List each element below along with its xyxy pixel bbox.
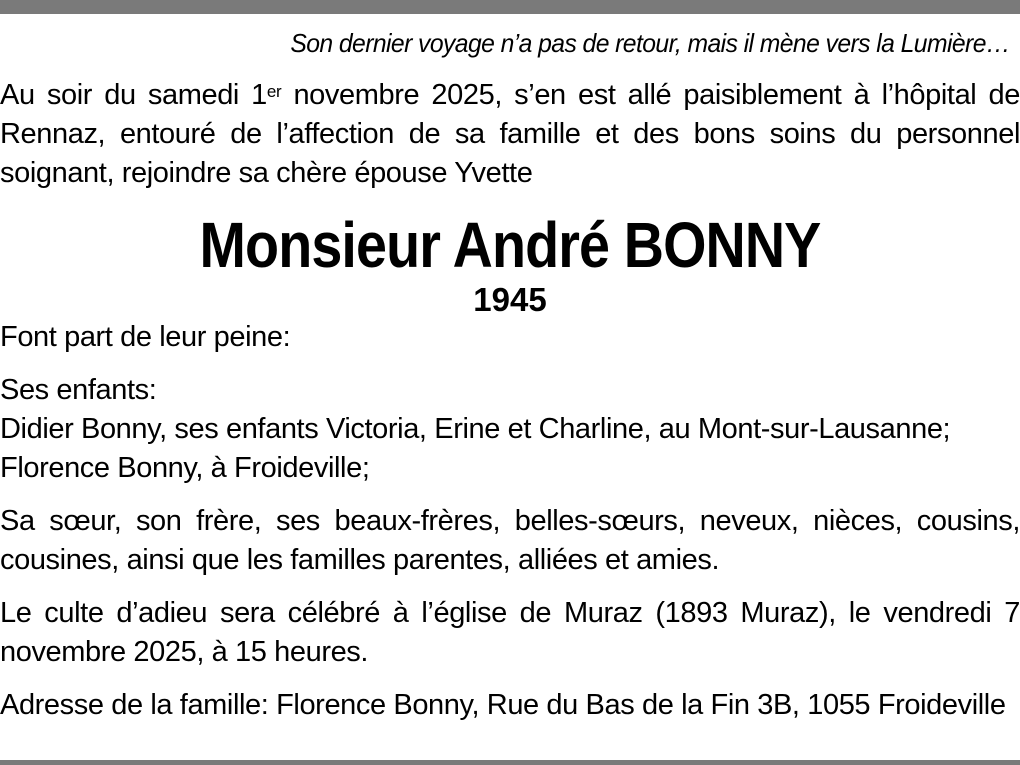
birth-year: 1945 xyxy=(473,281,547,318)
family-address: Adresse de la famille: Florence Bonny, Rue du Bas de la Fin 3B, 1055 Froideville xyxy=(0,689,1006,721)
obituary-notice xyxy=(0,28,1020,725)
ceremony-paragraph: Le culte d’adieu sera célébré à l’église de Muraz (1893 Muraz), le vendredi 7 novembre 2025, à 15 heures. xyxy=(0,597,1020,668)
opening-quote: Son dernier voyage n’a pas de retour, mais il mène vers la Lumière… xyxy=(290,28,1010,58)
bottom-rule xyxy=(0,760,1020,765)
children-line-2: Florence Bonny, à Froideville; xyxy=(0,452,370,484)
intro-text-start: Au soir du samedi 1 xyxy=(0,79,267,111)
relatives-paragraph: Sa sœur, son frère, ses beaux-frères, belles-sœurs, neveux, nièces, cousins, cousines, ainsi que les familles parentes, alliées et amies. xyxy=(0,505,1020,576)
grief-intro: Font part de leur peine: xyxy=(0,321,291,353)
children-line-1: Didier Bonny, ses enfants Victoria, Erine et Charline, au Mont-sur-Lausanne; xyxy=(0,413,951,445)
children-heading: Ses enfants: xyxy=(0,374,157,406)
intro-text-end: novembre 2025, s’en est allé paisiblement à l’hôpital de Rennaz, entouré de l’affection de sa famille et des bons soins du personnel soignant, rejoindre sa chère épouse Yvette xyxy=(0,79,1020,189)
intro-ordinal-suffix: er xyxy=(266,82,282,101)
deceased-name: Monsieur André BONNY xyxy=(199,209,821,281)
intro-paragraph xyxy=(0,76,1020,193)
top-rule xyxy=(0,0,1020,14)
